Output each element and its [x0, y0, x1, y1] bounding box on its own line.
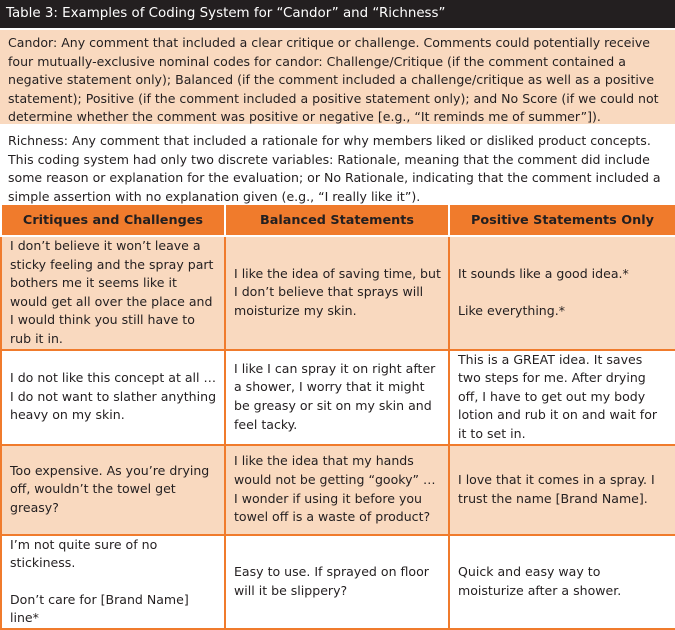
header-balanced: Balanced Statements — [225, 205, 449, 236]
cell-text: Like everything.* — [458, 302, 565, 318]
cell-text: It sounds like a good idea.* — [458, 266, 629, 282]
critique-cell — [1, 236, 225, 350]
balanced-cell — [225, 350, 449, 445]
balanced-cell — [225, 535, 449, 629]
cell-text: I’m not quite sure of no stickiness. — [10, 536, 158, 571]
richness-definition: Richness: Any comment that included a rationale for why members liked or disliked product concepts. This coding system had only two discrete variables: Rationale, meaning that the comment did include some reason or explanation for the evaluation; or No Rationale, indicating that the comment included a simple assertion with no explanation given (e.g., “I really like it”). — [0, 125, 675, 205]
table-header-row — [1, 205, 675, 236]
balanced-cell — [225, 236, 449, 350]
cell-text: Too expensive. As you’re drying off, wouldn’t the towel get greasy? — [10, 462, 210, 515]
positive-cell — [449, 350, 675, 445]
header-critiques: Critiques and Challenges — [1, 205, 225, 236]
cell-text: Don’t care for [Brand Name] line* — [10, 591, 189, 626]
coding-examples-table — [0, 205, 675, 630]
cell-text: I do not like this concept at all … I do not want to slather anything heavy on my skin. — [10, 370, 217, 423]
critique-cell — [1, 445, 225, 535]
cell-text: Easy to use. If sprayed on floor will it be slippery? — [234, 564, 429, 598]
cell-text: This is a GREAT idea. It saves two steps for me. After drying off, I have to get out my body lotion and rub it on and wait for it to set in. — [458, 351, 658, 441]
table-row — [1, 535, 675, 629]
cell-text: I like I can spray it on right after a shower, I worry that it might be greasy or sit on my skin and feel tacky. — [234, 360, 436, 432]
candor-definition: Candor: Any comment that included a clear critique or challenge. Comments could potentially receive four mutually-exclusive nominal codes for candor: Challenge/Critique (if the comment contained a negative statement only); Balanced (if the comment included a challenge/critique as well as a positive statement); Positive (if the comment included a positive statement only); and No Score (if we could not determine whether the comment was positive or negative [e.g., “It reminds me of summer”]). — [0, 30, 675, 124]
balanced-cell — [225, 445, 449, 535]
positive-cell — [449, 535, 675, 629]
cell-text: I like the idea that my hands would not be getting “gooky” … I wonder if using it before you towel off is a waste of product? — [234, 453, 436, 525]
cell-text: I don’t believe it won’t leave a sticky feeling and the spray part bothers me it seems like it would get all over the place and I would think you still have to rub it in. — [10, 238, 214, 346]
table-row — [1, 350, 675, 445]
critique-cell — [1, 350, 225, 445]
table-row — [1, 445, 675, 535]
table-row — [1, 236, 675, 350]
cell-text: Quick and easy way to moisturize after a shower. — [458, 564, 622, 598]
cell-text: I love that it comes in a spray. I trust the name [Brand Name]. — [458, 471, 655, 506]
critique-cell — [1, 535, 225, 629]
positive-cell — [449, 445, 675, 535]
table-title: Table 3: Examples of Coding System for “Candor” and “Richness” — [0, 0, 675, 28]
cell-text: I like the idea of saving time, but I don’t believe that sprays will moisturize my skin. — [234, 265, 441, 319]
positive-cell — [449, 236, 675, 350]
header-positive: Positive Statements Only — [449, 205, 675, 236]
